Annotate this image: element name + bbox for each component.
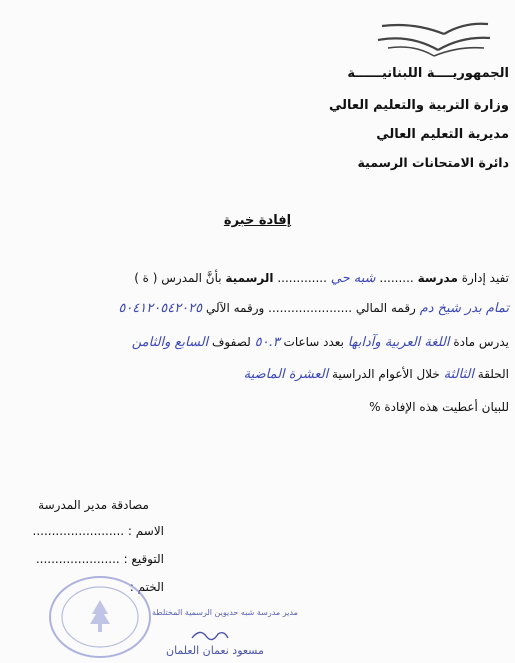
- header-ministry: وزارة التربية والتعليم العالي: [328, 98, 509, 113]
- seal-label: الختم :: [129, 580, 164, 594]
- line1-dots-2: .............: [277, 271, 327, 285]
- line1-official: الرسمية: [225, 271, 274, 285]
- line2-computer: ورقمه الآلي: [205, 301, 265, 315]
- line-school: [134, 271, 509, 286]
- official-seal-icon: [46, 574, 154, 660]
- certification-name: [14, 524, 164, 538]
- line-cycle: [244, 367, 509, 382]
- header-republic: الجمهوريــــة اللبنانيــــــة: [347, 66, 509, 81]
- document-title: إفادة خبرة: [223, 213, 292, 228]
- line1-school-label: مدرسة: [417, 271, 458, 285]
- line2-financial: رقمه المالي ......................: [268, 301, 416, 315]
- handwritten-teacher-name: تمام بدر شيخ دم: [419, 301, 509, 316]
- handwritten-cycle: الثالثة: [443, 367, 474, 382]
- line-statement: للبيان أعطيت هذه الإفادة %: [369, 400, 509, 414]
- line3-teaches: يدرس مادة: [453, 335, 509, 349]
- handwritten-school-name: شبه حي: [330, 271, 376, 286]
- handwritten-classes: السابع والثامن: [131, 335, 209, 350]
- header-directorate: مديرية التعليم العالي: [376, 127, 509, 142]
- header-department: دائرة الامتحانات الرسمية: [357, 155, 509, 170]
- line3-classes: لصفوف: [211, 335, 251, 349]
- stamp-director-name: مسعود نعمان العلمان: [166, 644, 264, 657]
- name-label: الاسم :: [127, 524, 164, 538]
- handwritten-hours: ٥٠.٣: [254, 335, 280, 350]
- line-teacher: [6, 301, 509, 316]
- ministry-logo-icon: [374, 16, 492, 60]
- signature-label: التوقيع :: [123, 552, 164, 566]
- line4-years: خلال الأعوام الدراسية: [332, 367, 440, 381]
- line4-cycle: الحلقة: [477, 367, 509, 381]
- stamp-school-text: مدير مدرسة شبه حديوين الرسمية المختلطة: [152, 608, 298, 617]
- line3-hours: بعدد ساعات: [283, 335, 344, 349]
- signature-icon: [190, 626, 230, 644]
- line1-suffix: بأنَّ المدرس ( ة ): [134, 271, 222, 285]
- name-dots: ........................: [32, 524, 125, 538]
- line1-prefix: تفيد إدارة: [461, 271, 509, 285]
- handwritten-computer-number: ٥٠٤١٢٠٥٤٢٠٢٥: [118, 301, 203, 316]
- handwritten-years: العشرة الماضية: [243, 367, 329, 382]
- line-subject: [132, 335, 509, 350]
- certification-signature: [14, 552, 164, 566]
- signature-dots: ......................: [35, 552, 120, 566]
- handwritten-subject: اللغة العربية وآدابها: [347, 335, 450, 350]
- certification-heading: مصادقة مدير المدرسة: [38, 498, 149, 512]
- line1-dots-1: .........: [379, 271, 414, 285]
